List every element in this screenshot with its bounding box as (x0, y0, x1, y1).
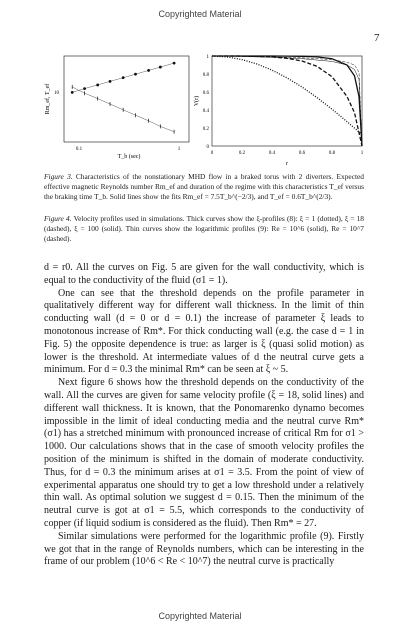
figure-4-xtick-3: 0.6 (298, 151, 306, 156)
figure-3-xlabel: T_b (sec) (117, 154, 141, 160)
figure-4-xtick-1: 0.2 (238, 151, 246, 156)
figure-4-curve-4 (212, 56, 362, 146)
figure-4-curve-1 (212, 56, 362, 146)
figure-4-curve-0 (212, 56, 362, 135)
body-text (44, 262, 364, 569)
figure-3-point-rm-4 (122, 76, 125, 79)
figure-3-caption-text: Characteristics of the nonstationary MHD flow in a braked torus with 2 diverters. Expected effective magnetic Reynolds number Rm_ef and duration of the regime with this characteristics T_ef versus the braking time T_b. Solid lines show the fits Rm_ef = 7.5T_b^(−2/3), and T_ef = 0.6T_b^(2/3). (44, 172, 365, 201)
figure-3-point-rm-0 (71, 91, 74, 94)
copyright-header: Copyrighted Material (158, 9, 242, 19)
figure-3-xtick-0: 0.1 (75, 147, 83, 152)
figure-3-point-rm-3 (109, 80, 112, 83)
page-number: 7 (374, 32, 380, 44)
figure-4-xtick-0: 0 (210, 151, 214, 156)
figure-3-caption-label: Figure 3. (44, 172, 73, 181)
figure-3-frame (64, 56, 189, 142)
figure-4-curve-2 (212, 56, 362, 146)
paragraph-2: One can see that the threshold depends on the profile parameter in qualitatively different way for different wall thickness. In the limit of thin conducting wall (d = 0 or d = 0.1) the increase of parameter ξ leads to monotonous increase of Rm*. For thick conducting wall (e.g. the case d = 1 in Fig. 5) the opposite dependence is true: as larger is ξ (quasi solid motion) as lower is the threshold. At intermediate values of d the neutral curve gets a minimum. For d = 0.3 the minimal Rm* can be seen at ξ ~ 5. (44, 287, 364, 376)
figure-3-xtick-1: 1 (177, 147, 181, 152)
figure-4-ytick-3: 0.6 (202, 91, 209, 96)
figure-4-ytick-4: 0.8 (202, 73, 209, 78)
figure-3-point-rm-8 (173, 62, 176, 65)
figure-4-caption-text: Velocity profiles used in simulations. Thick curves show the ξ-profiles (8): ξ = 1 (dotted), ξ = 18 (dashed), ξ = 100 (solid). Thin curves show the logarithmic profiles (9): Re = 10^6 (solid), Re = 10^7 (dashed). (44, 214, 364, 243)
figure-3-point-rm-6 (147, 69, 150, 72)
figure-3-caption (44, 172, 364, 202)
figure-4-caption (44, 214, 364, 244)
paragraph-4: Similar simulations were performed for the logarithmic profile (9). Firstly we got that in the range of Reynolds numbers, which can be interesting in the frame of our problem (10^6 < Re < 10^7) the neutral curve is practically (44, 530, 364, 568)
figure-4-curve-3 (212, 56, 362, 146)
figure-4-ylabel: V(r) (194, 95, 200, 107)
figure-3-point-rm-5 (134, 73, 137, 76)
figure-4-ytick-2: 0.4 (202, 109, 209, 114)
figure-3-point-rm-2 (96, 84, 99, 87)
figure-3-point-rm-7 (159, 66, 162, 69)
figure-4-xtick-5: 1 (360, 151, 364, 156)
copyright-footer: Copyrighted Material (158, 611, 242, 621)
figure-4-ytick-5: 1 (206, 55, 209, 60)
figure-4-caption-label: Figure 4. (44, 214, 72, 223)
figure-4-plot (190, 50, 375, 170)
figure-4-frame (212, 56, 362, 146)
figure-4-ytick-0: 0 (206, 145, 209, 150)
paragraph-3: Next figure 6 shows how the threshold depends on the conductivity of the wall. All the curves are given for same velocity profile (ξ = 18, solid lines) and different wall thickness. It is known, that the Ponomarenko dynamo becomes impossible in the limit of ideal conducting media and the neutral curve Rm*(σ1) has a stretched minimum with pronounced increase of critical Rm for σ1 > 1000. Our calculations shows that in the case of smooth velocity profiles the position of the minimum is shifted in the domain of moderate conductivity. Thus, for d = 0.3 the minimum arises at σ1 = 3.5. From the point of view of experimental apparatus one should try to get a low threshold under a relatively thin wall. As optimal solution we suggest d = 0.15. Then the minimum of the neutral curve is got at σ1 = 5.5, which corresponds to the conductivity of copper (if liquid sodium is considered as the fluid). Then Rm* = 27. (44, 377, 364, 529)
figure-3-ylabel: Rm_ef, T_ef (45, 83, 51, 115)
figure-3-plot (44, 50, 194, 160)
figure-4-xlabel: r (286, 161, 288, 167)
figure-4-xtick-2: 0.4 (268, 151, 276, 156)
figure-4-xtick-4: 0.8 (328, 151, 336, 156)
figure-4-ytick-1: 0.2 (202, 127, 209, 132)
figure-3-point-rm-1 (83, 87, 86, 90)
figure-3-ytick: 10 (54, 91, 59, 96)
paragraph-1: d = r0. All the curves on Fig. 5 are given for the wall conductivity, which is equal to the conductivity of the fluid (σ1 = 1). (44, 262, 364, 286)
